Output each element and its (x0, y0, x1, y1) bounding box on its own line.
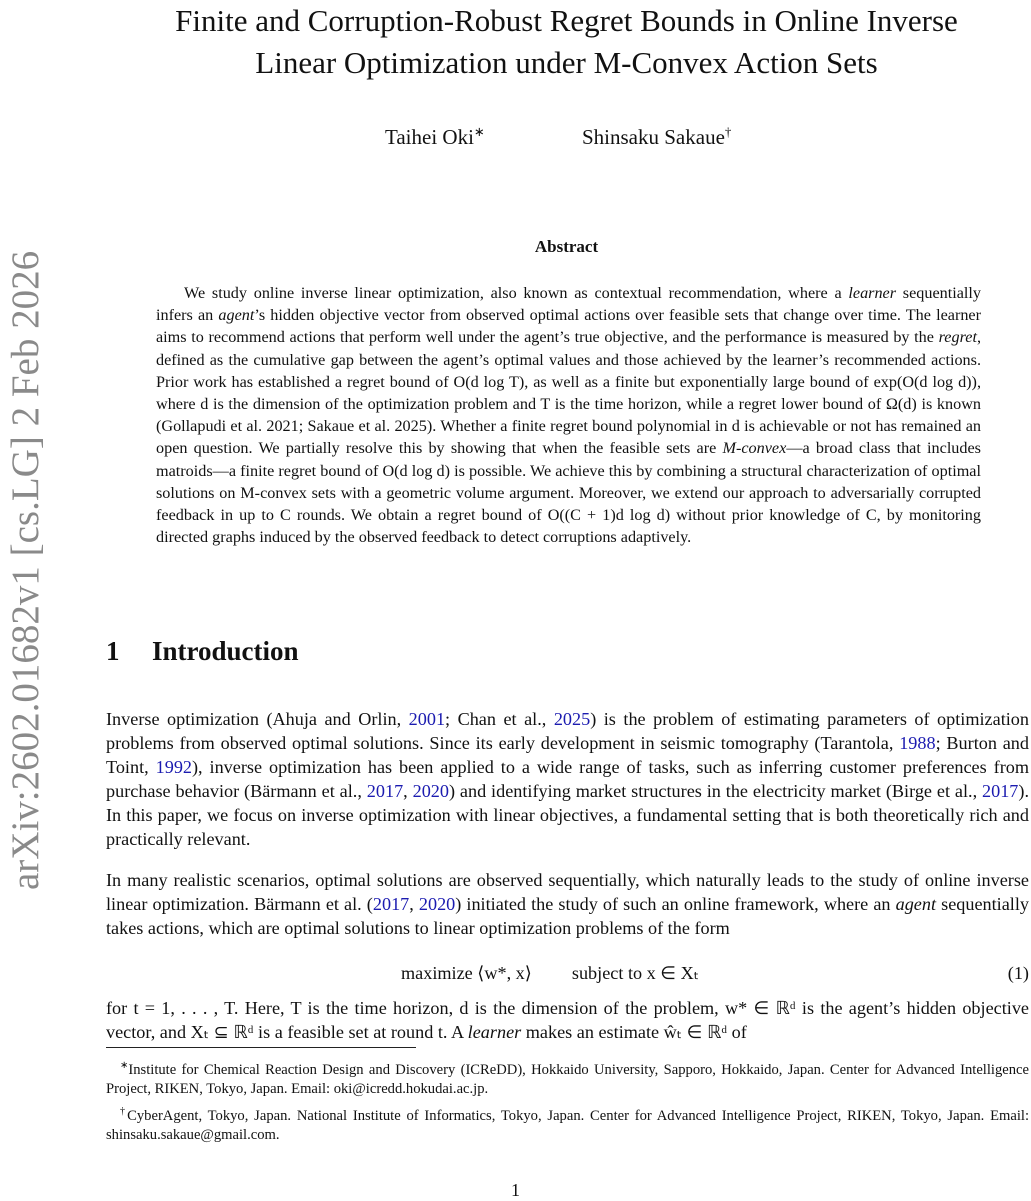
paragraph-emph-agent: agent (895, 894, 937, 914)
arxiv-sidebar (6, 230, 46, 890)
paragraph-text: , (403, 781, 413, 801)
paragraph-text: ) initiated the study of such an online framework, where an (455, 894, 896, 914)
paragraph-text: ) is the problem of estimating parameters of optimization problems from observed optimal solutions. Since its early development in seismic tomography (Tarantola, (106, 709, 1029, 753)
author-oki (385, 124, 485, 150)
abstract-text: sequentially infers an (156, 284, 982, 325)
paragraph-text: ; Chan et al., (445, 709, 554, 729)
citation-link[interactable]: 2025 (553, 709, 591, 729)
paragraph-text: ) and identifying market structures in the electricity market (Birge et al., (448, 781, 983, 801)
abstract-text: , defined as the cumulative gap between the agent’s optimal values and those achieved by the learner’s recommended actions. Prior work has established a regret bound of O(d log T), as well as a finite but exponentially large bound of exp(O(d log d)), where d is the dimension of the optimization problem and T is the time horizon, while a regret lower bound of Ω(d) is known (Gollapudi et al. 2021; Sakaue et al. 2025). Whether a finite regret bound polynomial in d is achievable or not has remained an open question. We partially resolve this by showing that when the feasible sets are (156, 328, 981, 458)
equation-objective: maximize ⟨w*, x⟩ (401, 963, 532, 983)
abstract-emph-learner: learner (848, 284, 897, 302)
footnotes (106, 1056, 1029, 1148)
author-name: Shinsaku Sakaue (582, 125, 725, 149)
paragraph-emph-learner: learner (467, 1022, 522, 1042)
equation-1 (106, 963, 1029, 989)
paragraph-text: for t = 1, . . . , T. Here, T is the time horizon, d is the dimension of the problem, w* ∈ ℝᵈ is the agent’s hidden objective vector, and Xₜ ⊆ ℝᵈ is a feasible set at round t. A (106, 998, 1029, 1042)
equation-number: (1) (1007, 963, 1029, 983)
intro-paragraph-1 (106, 707, 1029, 851)
abstract-text: We study online inverse linear optimization, also known as contextual recommendation, where a (184, 284, 849, 302)
page-number: 1 (511, 1180, 520, 1200)
citation-link[interactable]: 2017 (366, 781, 404, 801)
abstract-body (156, 282, 981, 548)
author-sakaue (582, 124, 731, 150)
abstract-text: ’s hidden objective vector from observed optimal actions over feasible sets that change over time. The learner aims to recommend actions that perform well under the agent’s true objective, and the performance is measured by the (156, 306, 982, 347)
citation-link[interactable]: 2001 (408, 709, 446, 729)
citation-link[interactable]: 1992 (155, 757, 192, 777)
paragraph-text: Inverse optimization (Ahuja and Orlin, (106, 709, 409, 729)
citation-link[interactable]: 2020 (418, 894, 456, 914)
footnote-text: Institute for Chemical Reaction Design and Discovery (ICReDD), Hokkaido University, Sapporo, Hokkaido, Japan. Center for Advanced Intelligence Project, RIKEN, Tokyo, Japan. Email: oki@icredd.hokudai.ac.jp. (106, 1061, 1029, 1097)
author-footnote-mark[interactable]: ∗ (473, 124, 485, 139)
abstract-text: —a broad class that includes matroids—a finite regret bound of O(d log d) is possible. We achieve this by combining a structural characterization of optimal solutions on M-convex sets with a geometric volume argument. Moreover, we extend our approach to adversarially corrupted feedback in up to C rounds. We obtain a regret bound of O((C + 1)d log d) without prior knowledge of C, by monitoring directed graphs induced by the observed feedback to detect corruptions adaptively. (156, 439, 981, 547)
paper-title (106, 0, 1027, 84)
arxiv-identifier: arXiv:2602.01682v1 [cs.LG] 2 Feb 2026 (4, 250, 47, 890)
footnote-rule (106, 1047, 416, 1048)
paragraph-text: ; Burton and Toint, (106, 733, 1029, 777)
footnote-mark: † (120, 1105, 128, 1117)
abstract-emph-mconvex: M-convex (722, 439, 787, 458)
section-number: 1 (106, 636, 120, 666)
citation-link[interactable]: 1988 (899, 733, 936, 753)
equation-body (401, 963, 699, 984)
intro-paragraph-3 (106, 996, 1029, 1044)
paragraph-text: sequentially takes actions, which are optimal solutions to linear optimization problems of the form (106, 894, 1030, 938)
paragraph-text: , (409, 894, 419, 914)
intro-paragraph-2 (106, 868, 1029, 940)
paragraph-text: ), inverse optimization has been applied to a wide range of tasks, such as inferring customer preferences from purchase behavior (Bärmann et al., (106, 757, 1029, 801)
citation-link[interactable]: 2017 (982, 781, 1019, 801)
paragraph-text: ). In this paper, we focus on inverse optimization with linear objectives, a fundamental setting that is both theoretically rich and practically relevant. (106, 781, 1029, 849)
abstract-emph-regret: regret (938, 328, 977, 347)
paragraph-text: makes an estimate ŵₜ ∈ ℝᵈ of (521, 1022, 747, 1042)
section-title: Introduction (152, 636, 299, 666)
section-heading (106, 636, 299, 667)
footnote-text: CyberAgent, Tokyo, Japan. National Institute of Informatics, Tokyo, Japan. Center for Advanced Intelligence Project, RIKEN, Tokyo, Japan. Email: shinsaku.sakaue@gmail.com. (106, 1107, 1029, 1143)
footnote-sakaue (106, 1102, 1029, 1145)
author-footnote-mark[interactable]: † (724, 124, 732, 139)
author-list (0, 124, 1031, 154)
citation-link[interactable]: 2017 (372, 894, 410, 914)
title-line-1: Finite and Corruption-Robust Regret Bounds in Online Inverse (175, 3, 958, 38)
footnote-oki (106, 1056, 1029, 1099)
abstract-emph-agent: agent (218, 306, 255, 325)
abstract-heading: Abstract (534, 237, 599, 256)
equation-constraint: subject to x ∈ Xₜ (571, 963, 700, 983)
footnote-mark: ∗ (120, 1060, 129, 1071)
author-name: Taihei Oki (385, 125, 474, 149)
paragraph-text: In many realistic scenarios, optimal solutions are observed sequentially, which naturally leads to the study of online inverse linear optimization. Bärmann et al. ( (106, 870, 1029, 914)
citation-link[interactable]: 2020 (412, 781, 449, 801)
title-line-2: Linear Optimization under M-Convex Action Sets (255, 45, 878, 80)
